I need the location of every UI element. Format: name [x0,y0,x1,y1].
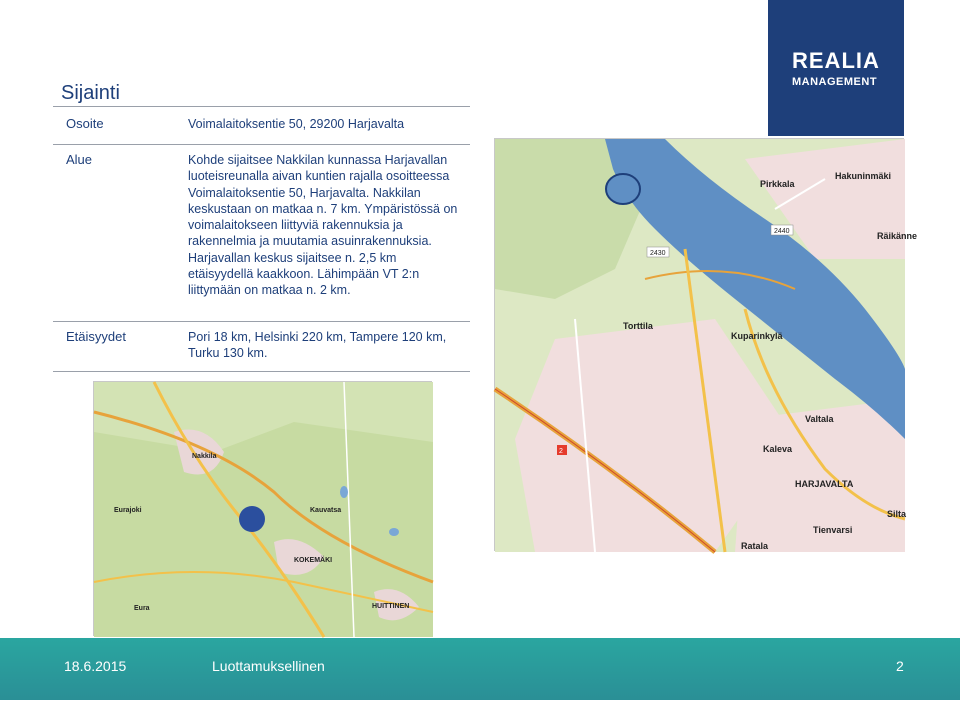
footer-bar [0,638,960,700]
page-number: 2 [896,658,904,674]
map-place: Nakkila [192,453,217,460]
regional-map[interactable] [93,381,432,636]
map-place: Eurajoki [114,507,142,514]
company-logo [768,0,904,136]
map-place: HUITTINEN [372,603,410,610]
map-place: Räikänne [877,231,918,241]
map-place: Ratala [741,541,769,551]
map-place: Tienvarsi [813,525,853,535]
map-place: Kaleva [763,444,793,454]
logo-subtitle: MANAGEMENT [792,76,878,88]
map-place: Torttila [623,321,653,331]
map-place: HARJAVALTA [795,479,854,489]
footer-confidentiality: Luottamuksellinen [212,658,325,674]
map-place: Hakuninmäki [835,171,892,181]
road-number: 2440 [774,228,790,235]
row-label-distances: Etäisyydet [66,329,126,344]
logo-wordmark: REALIA [792,48,880,73]
road-number: 2430 [650,250,666,257]
map-place: Pirkkala [760,179,795,189]
map-place: KOKEMÄKI [294,557,333,564]
page-title: Sijainti [61,82,120,104]
table-rule [53,144,470,145]
map-place: Kuparinkylä [731,331,783,341]
road-number: 2 [559,448,563,455]
map-place: Valtala [805,414,834,424]
row-value-distances: Pori 18 km, Helsinki 220 km, Tampere 120 km, Turku 130 km. [188,330,447,361]
row-label-address: Osoite [66,116,104,131]
map-place: Silta [887,509,907,519]
footer-date: 18.6.2015 [64,658,127,674]
table-rule-bottom [53,371,470,372]
table-rule [53,321,470,322]
map-place: Eura [134,605,150,612]
map-place: Kauvatsa [310,507,342,514]
table-rule-top [53,106,470,107]
footer-strip [0,700,960,716]
row-label-area: Alue [66,152,93,167]
row-value-address: Voimalaitoksentie 50, 29200 Harjavalta [188,117,405,131]
local-map[interactable] [494,138,918,551]
row-value-area: Kohde sijaitsee Nakkilan kunnassa Harjavallan luoteisreunalla aivan kuntien rajalla osoitteessa Voimalaitoksentie 50, Harjavalta. Nakkilan keskustaan on matkaa n. 7 km. Ympäristössä on voimalaitokseen liittyviä rakennuksia ja rakennelmia ja muutamia asuinrakennuksia. Harjavallan keskus sijaitsee n. 2,5 km etäisyydellä kaakkoon. Lähimpään VT 2:n liittymään on matkaa n. 2 km. [188,153,458,298]
